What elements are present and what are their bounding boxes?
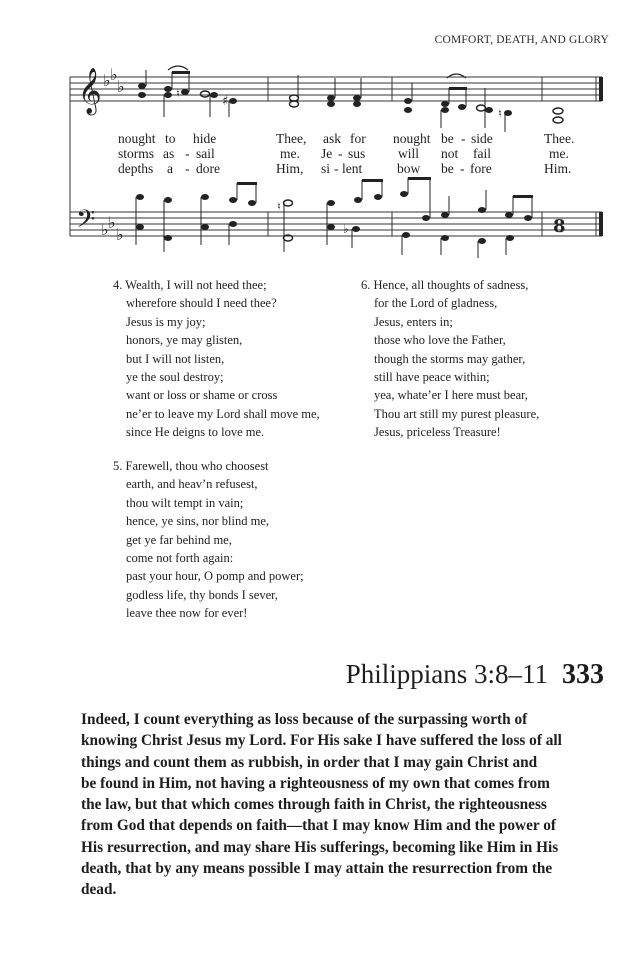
syllable: as [163,146,175,161]
stanza-line: past your hour, O pomp and power; [126,569,304,584]
syllable: a [167,161,173,176]
stanza-line: those who love the Father, [374,333,506,348]
syllable: fail [473,146,491,161]
syllable: not [441,146,459,161]
stanza-line: come not forth again: [126,551,234,566]
syllable: side [471,131,493,146]
syllable: me. [549,146,569,161]
syllable: storms [118,146,155,161]
stanza-line: Jesus, enters in; [374,314,453,329]
syllable: depths [118,161,154,176]
syllable: to [165,131,176,146]
stanza-line: Jesus, priceless Treasure! [374,425,501,440]
passage-line: death, that by any means possible I may attain the resurrection from the [81,860,553,878]
syllable: sus [348,146,366,161]
svg-text:♭: ♭ [110,65,118,84]
syllable: - [185,161,190,176]
stanza-line: godless life, thy bonds I sever, [126,587,278,602]
stanza-line: since He deigns to love me. [126,425,265,440]
passage-line: His resurrection, and may share His sufferings, becoming like Him in His [81,838,559,856]
stanza-4 [113,276,320,442]
svg-text:♮: ♮ [176,87,180,100]
stanza-line: for the Lord of gladness, [374,296,498,311]
passage-line: things and count them as rubbish, in order that I may gain Christ and [81,753,538,771]
svg-text:8: 8 [553,216,566,237]
stanza-line: but I will not listen, [126,351,225,366]
syllable: - [460,161,465,176]
stanza-line: 4. Wealth, I will not heed thee; [113,278,267,292]
stanza-line: leave thee now for ever! [126,606,248,621]
passage-line: Indeed, I count everything as loss because of the surpassing worth of [81,711,528,728]
syllable: Je [321,146,333,161]
svg-text:♭: ♭ [101,220,109,239]
syllable: lent [342,161,363,176]
stanza-line: thou wilt tempt in vain; [126,495,244,510]
reading-number: 333 [562,659,604,690]
stanza-line: hence, ye sins, nor blind me, [126,514,270,529]
svg-text:♭: ♭ [117,77,125,96]
stanza-6 [361,276,539,442]
stanza-5 [113,457,304,623]
syllable: - [334,161,339,176]
syllable: nought [393,131,431,146]
stanza-line: ye the soul destroy; [126,370,224,385]
syllable: - [338,146,343,161]
stanza-line: yea, whate’er I here must bear, [374,388,528,403]
stanza-line: Thou art still my purest pleasure, [374,406,540,421]
svg-text:♯: ♯ [222,94,229,109]
stanza-line: honors, ye may glisten, [126,333,243,348]
music-score [0,0,640,260]
running-head: COMFORT, DEATH, AND GLORY [434,34,609,46]
syllable: hide [193,131,217,146]
svg-text:♮: ♮ [498,107,502,120]
scripture-passage [81,709,621,901]
stanza-line: still have peace within; [374,370,490,385]
stanza-line: Jesus is my joy; [126,314,206,329]
stanza-line: 6. Hence, all thoughts of sadness, [361,278,529,292]
scripture-heading [346,659,604,691]
passage-line: be found in Him, not having a righteousness of my own that comes from [81,774,550,792]
stanza-line: wherefore should I need thee? [126,296,277,311]
stanza-line: get ye far behind me, [126,532,232,547]
syllable: Thee. [544,131,575,146]
syllable: fore [470,161,492,176]
passage-line: the law, but that which comes through faith in Christ, the righteousness [81,796,547,814]
syllable: will [398,146,420,161]
svg-text:♮: ♮ [277,200,281,213]
stanza-line: though the storms may gather, [374,351,526,366]
svg-text:♭: ♭ [343,222,349,236]
syllable: bow [397,161,421,176]
svg-text:♭: ♭ [108,213,116,232]
syllable: Thee, [276,131,307,146]
syllable: - [461,131,466,146]
syllable: me. [280,146,300,161]
stanza-line: earth, and heav’n refusest, [126,477,258,492]
passage-line: from God that depends on faith—that I may know Him and the power of [81,817,556,835]
stanza-line: ne’er to leave my Lord shall move me, [126,406,320,421]
syllable: - [185,146,190,161]
syllable: ask [323,131,341,146]
scripture-reference: Philippians 3:8–11 [345,659,548,689]
passage-line: knowing Christ Jesus my Lord. For His sake I have suffered the loss of all [81,732,562,750]
hymn-lyrics [0,131,640,181]
syllable: dore [196,161,220,176]
syllable: for [350,131,366,146]
syllable: si [321,161,331,176]
stanza-line: want or loss or shame or cross [126,388,278,403]
svg-text:♭: ♭ [116,225,124,244]
stanza-line: 5. Farewell, thou who choosest [113,459,269,473]
svg-text:𝄞: 𝄞 [78,68,102,114]
syllable: be [441,131,454,146]
svg-text:♭: ♭ [103,71,111,90]
svg-text:𝄢: 𝄢 [76,205,96,240]
syllable: Him. [544,161,572,176]
syllable: nought [118,131,156,146]
syllable: be [441,161,454,176]
passage-line: dead. [81,881,117,899]
syllable: sail [196,146,215,161]
syllable: Him, [276,161,304,176]
